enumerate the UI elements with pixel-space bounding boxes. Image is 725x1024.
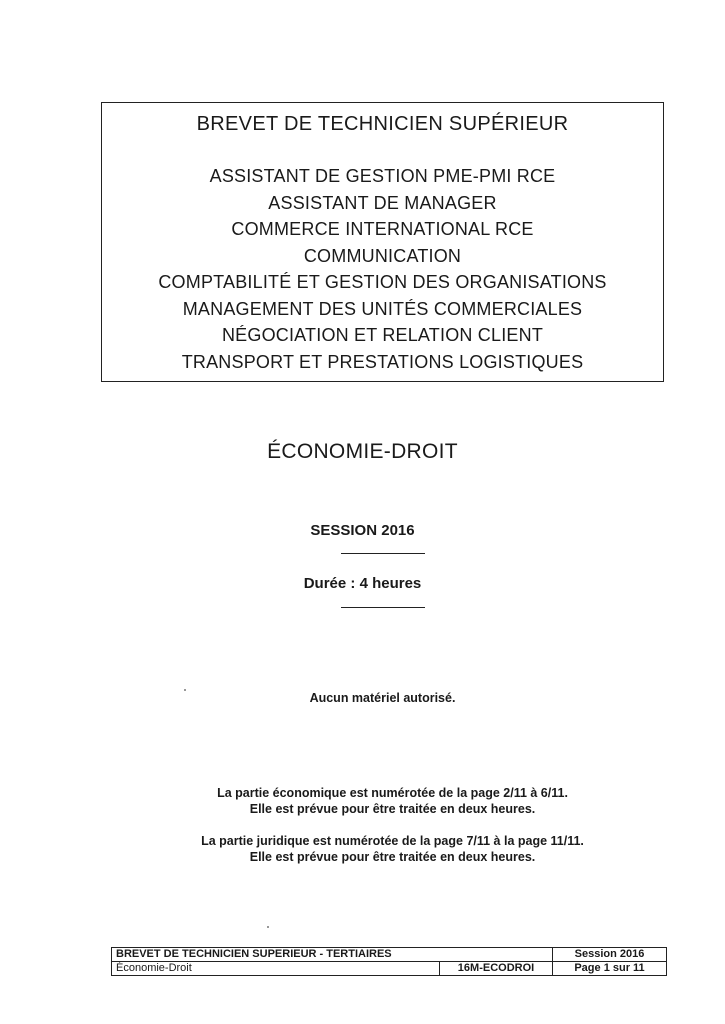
duration-label: Durée : 4 heures xyxy=(303,575,422,592)
divider xyxy=(341,553,425,554)
footer-exam: BREVET DE TECHNICIEN SUPERIEUR - TERTIAIRES xyxy=(112,948,553,962)
specialty-list xyxy=(102,163,663,375)
specialty-item: COMMERCE INTERNATIONAL RCE xyxy=(231,219,534,239)
subject-title: ÉCONOMIE-DROIT xyxy=(267,440,458,463)
specialty-item: NÉGOCIATION ET RELATION CLIENT xyxy=(221,325,544,345)
footer-row xyxy=(112,948,667,962)
economic-pages-line: La partie économique est numérotée de la page 2/11 à 6/11. xyxy=(217,786,568,800)
scan-speck xyxy=(267,926,269,928)
specialty-item: ASSISTANT DE GESTION PME-PMI RCE xyxy=(209,166,556,186)
footer-page: Page 1 sur 11 xyxy=(553,962,667,976)
economic-duration-line: Elle est prévue pour être traitée en deux heures. xyxy=(249,802,536,816)
specialty-item: COMMUNICATION xyxy=(303,245,462,266)
divider xyxy=(341,607,425,608)
footer-session: Session 2016 xyxy=(553,948,667,962)
specialty-item: MANAGEMENT DES UNITÉS COMMERCIALES xyxy=(182,298,583,319)
legal-part-info xyxy=(0,833,725,865)
specialty-item: ASSISTANT DE MANAGER xyxy=(268,192,497,213)
legal-duration-line: Elle est prévue pour être traitée en deux heures. xyxy=(249,850,536,864)
header-box xyxy=(101,102,664,382)
session-label: SESSION 2016 xyxy=(310,522,415,539)
exam-title: BREVET DE TECHNICIEN SUPÉRIEUR xyxy=(196,113,569,135)
specialty-item: TRANSPORT ET PRESTATIONS LOGISTIQUES xyxy=(181,351,584,372)
footer-table xyxy=(111,947,667,976)
footer-code: 16M-ECODROI xyxy=(440,962,553,976)
specialty-item: COMPTABILITÉ ET GESTION DES ORGANISATIONS xyxy=(158,272,607,292)
footer-subject: Économie-Droit xyxy=(112,962,440,976)
economic-part-info xyxy=(0,785,725,817)
footer-row xyxy=(112,962,667,976)
materiel-notice: Aucun matériel autorisé. xyxy=(309,691,456,705)
legal-pages-line: La partie juridique est numérotée de la page 7/11 à la page 11/11. xyxy=(201,834,584,848)
